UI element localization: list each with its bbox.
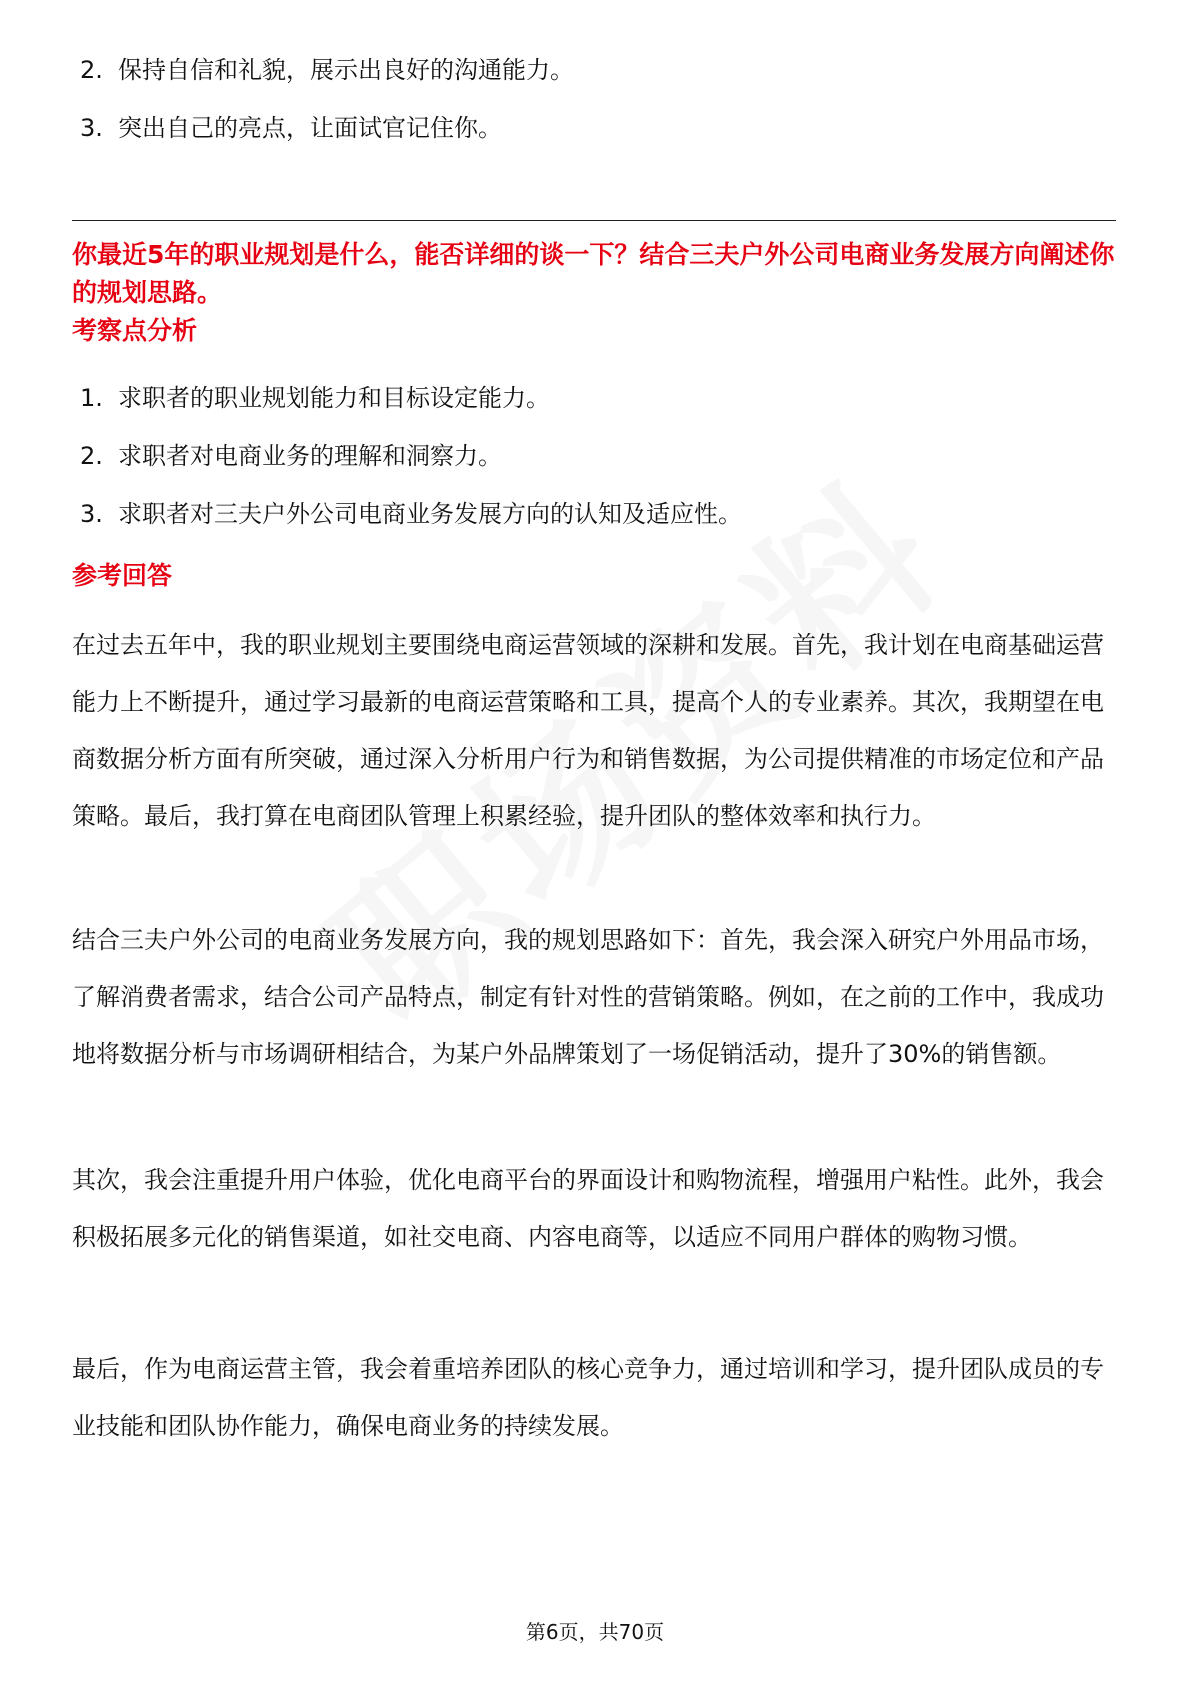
list-item xyxy=(80,380,742,438)
answer-title: 参考回答 xyxy=(72,561,173,590)
list-number: 3. xyxy=(80,500,103,528)
previous-tips-list xyxy=(80,52,574,168)
list-number: 2. xyxy=(80,442,103,470)
section-divider xyxy=(72,220,1116,221)
page-number: 第6页，共70页 xyxy=(525,1620,665,1644)
answer-paragraph: 结合三夫户外公司的电商业务发展方向，我的规划思路如下：首先，我会深入研究户外用品市场，了解消费者需求，结合公司产品特点，制定有针对性的营销策略。例如，在之前的工作中，我成功地将数据分析与市场调研相结合，为某户外品牌策划了一场促销活动，提升了30%的销售额。 xyxy=(72,926,1104,1068)
analysis-title: 考察点分析 xyxy=(72,316,198,345)
answer-paragraph: 在过去五年中，我的职业规划主要围绕电商运营领域的深耕和发展。首先，我计划在电商基础运营能力上不断提升，通过学习最新的电商运营策略和工具，提高个人的专业素养。其次，我期望在电商数据分析方面有所突破，通过深入分析用户行为和销售数据，为公司提供精准的市场定位和产品策略。最后，我打算在电商团队管理上积累经验，提升团队的整体效率和执行力。 xyxy=(72,631,1104,830)
list-number: 2. xyxy=(80,56,103,84)
interview-question: 你最近5年的职业规划是什么，能否详细的谈一下？结合三夫户外公司电商业务发展方向阐述你的规划思路。 xyxy=(72,240,1115,307)
answer-paragraph: 其次，我会注重提升用户体验，优化电商平台的界面设计和购物流程，增强用户粘性。此外，我会积极拓展多元化的销售渠道，如社交电商、内容电商等，以适应不同用户群体的购物习惯。 xyxy=(72,1166,1104,1251)
analysis-list xyxy=(80,380,742,554)
list-text: 保持自信和礼貌，展示出良好的沟通能力。 xyxy=(118,56,574,84)
list-item xyxy=(80,110,574,168)
list-text: 求职者对电商业务的理解和洞察力。 xyxy=(118,442,502,470)
list-number: 3. xyxy=(80,114,103,142)
list-item xyxy=(80,496,742,554)
list-text: 求职者对三夫户外公司电商业务发展方向的认知及适应性。 xyxy=(118,500,742,528)
list-text: 求职者的职业规划能力和目标设定能力。 xyxy=(118,384,550,412)
list-item xyxy=(80,438,742,496)
answer-paragraph: 最后，作为电商运营主管，我会着重培养团队的核心竞争力，通过培训和学习，提升团队成员的专业技能和团队协作能力，确保电商业务的持续发展。 xyxy=(72,1355,1104,1440)
list-text: 突出自己的亮点，让面试官记住你。 xyxy=(118,114,502,142)
list-item xyxy=(80,52,574,110)
list-number: 1. xyxy=(80,384,103,412)
